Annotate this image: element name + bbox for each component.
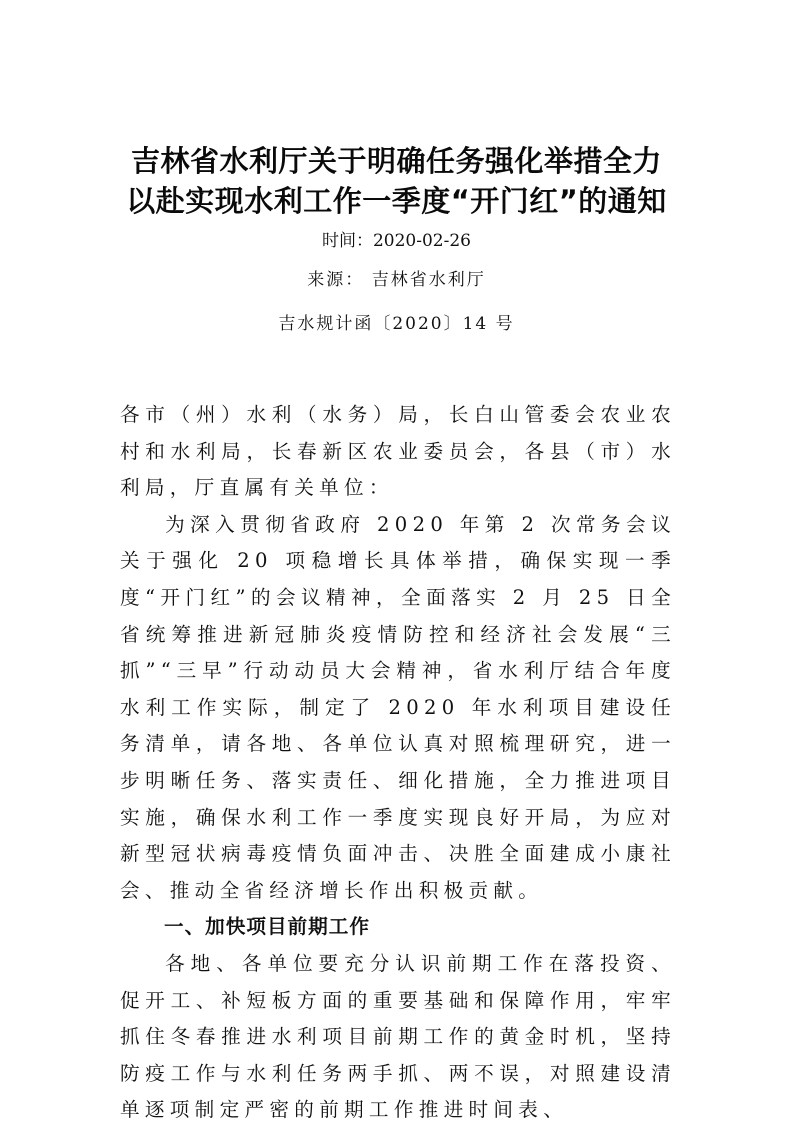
addressee: 各市（州）水利（水务）局，长白山管委会农业农村和水利局，长春新区农业委员会，各县（市）水利局，厅直属有关单位：	[120, 403, 676, 500]
source: 来源： 吉林省水利厅	[307, 270, 486, 290]
section-heading-1: 一、加快项目前期工作	[164, 915, 370, 939]
section-1-paragraph: 各地、各单位要充分认识前期工作在落投资、促开工、补短板方面的重要基础和保障作用，牢牢抓住冬春推进水利项目前期工作的黄金时机，坚持防疫工作与水利任务两手抓、两不误，对照建设清单逐项制定严密的前期工作推进时间表、	[120, 951, 676, 1122]
document-body	[120, 397, 676, 1129]
title-line-1: 吉林省水利厅关于明确任务强化举措全力	[130, 144, 662, 178]
paragraph-intro: 为深入贯彻省政府 2020 年第 2 次常务会议关于强化 20 项稳增长具体举措，确保实现一季度“开门红”的会议精神，全面落实 2 月 25 日全省统筹推进新冠肺炎疫情防控和经济社会发展“三抓”“三早”行动动员大会精神，省水利厅结合年度水利工作实际，制定了 2020 年水利项目建设任务清单，请各地、各单位认真对照梳理研究，进一步明晰任务、落实责任、细化措施，全力推进项目实施，确保水利工作一季度实现良好开局，为应对新型冠状病毒疫情负面冲击、决胜全面建成小康社会、推动全省经济增长作出积极贡献。	[120, 512, 676, 902]
document-title	[100, 141, 693, 221]
title-line-2: 以赴实现水利工作一季度“开门红”的通知	[126, 184, 667, 218]
document-number: 吉水规计函〔2020〕14 号	[278, 314, 515, 334]
publish-date: 时间：2020-02-26	[321, 231, 471, 251]
